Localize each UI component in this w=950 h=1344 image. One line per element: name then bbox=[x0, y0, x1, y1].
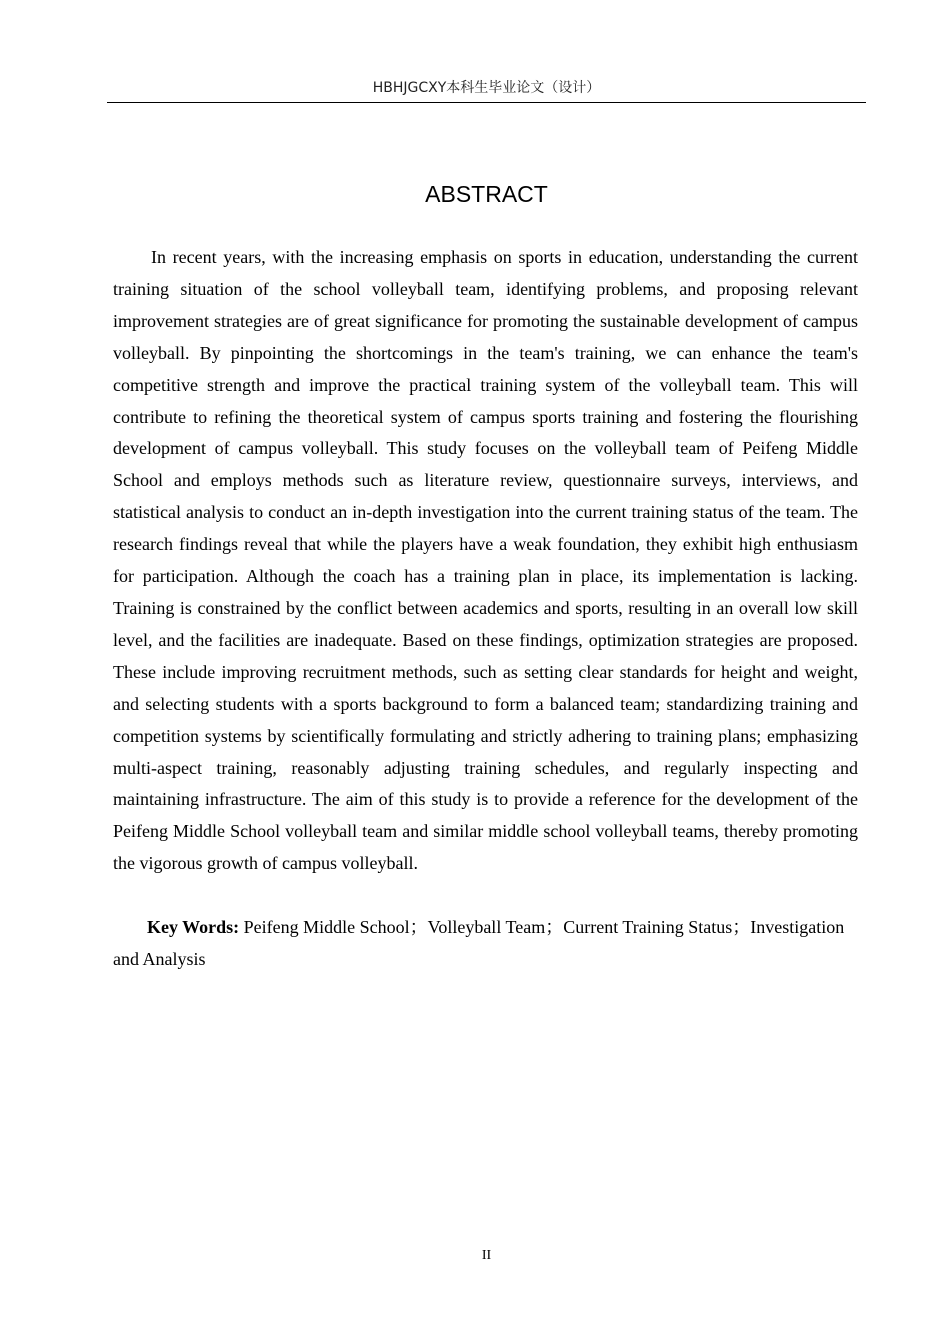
keywords-list: Peifeng Middle School；Volleyball Team；Current Training Status；Investigation and Analysis bbox=[113, 917, 845, 969]
running-header: HBHJGCXY本科生毕业论文（设计） bbox=[372, 80, 601, 96]
keywords-label: Key Words: bbox=[147, 917, 240, 937]
page-number: II bbox=[481, 1248, 492, 1263]
keywords-paragraph bbox=[113, 912, 858, 976]
section-title: ABSTRACT bbox=[425, 181, 548, 207]
abstract-paragraph: In recent years, with the increasing emphasis on sports in education, understanding the current training situation of the school volleyball team, identifying problems, and proposing relevant improvement strategies are of great significance for promoting the sustainable development of campus volleyball. By pinpointing the shortcomings in the team's training, we can enhance the team's competitive strength and improve the practical training system of the volleyball team. This will contribute to refining the theoretical system of campus sports training and fostering the flourishing development of campus volleyball. This study focuses on the volleyball team of Peifeng Middle School and employs methods such as literature review, questionnaire surveys, interviews, and statistical analysis to conduct an in-depth investigation into the current training status of the team. The research findings reveal that while the players have a weak foundation, they exhibit high enthusiasm for participation. Although the coach has a training plan in place, its implementation is lacking. Training is constrained by the conflict between academics and sports, resulting in an overall low skill level, and the facilities are inadequate. Based on these findings, optimization strategies are proposed. These include improving recruitment methods, such as setting clear standards for height and weight, and selecting students with a sports background to form a balanced team; standardizing training and competition systems by scientifically formulating and strictly adhering to training plans; emphasizing multi-aspect training, reasonably adjusting training schedules, and regularly inspecting and maintaining infrastructure. The aim of this study is to provide a reference for the development of the Peifeng Middle School volleyball team and similar middle school volleyball teams, thereby promoting the vigorous growth of campus volleyball. bbox=[113, 247, 858, 874]
header-divider bbox=[107, 102, 866, 103]
